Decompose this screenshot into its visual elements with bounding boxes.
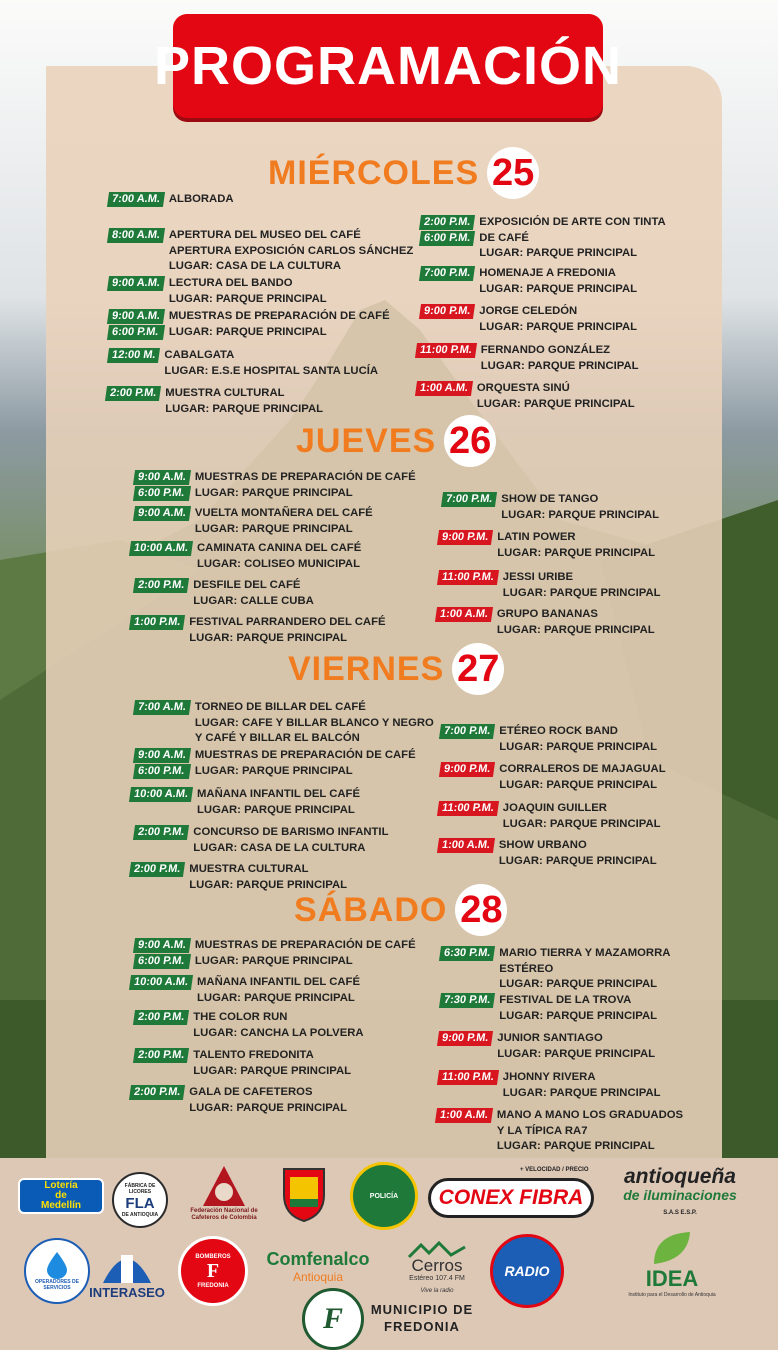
event-details — [499, 838, 657, 869]
event-line: LUGAR: PARQUE PRINCIPAL — [496, 623, 655, 636]
event-time-badge: 7:00 P.M. — [439, 724, 495, 739]
event-time-badge: 7:00 P.M. — [419, 266, 475, 281]
event-item — [130, 615, 386, 646]
sponsors-footer — [0, 1158, 778, 1350]
event-details — [169, 276, 327, 307]
event-time-badge: 9:00 P.M. — [437, 530, 493, 545]
event-time-badge: 9:00 P.M. — [439, 762, 495, 777]
event-title: DESFILE DEL CAFÉ — [193, 579, 301, 591]
event-details — [479, 304, 637, 335]
event-line: LUGAR: PARQUE PRINCIPAL — [502, 586, 661, 599]
event-details — [195, 748, 416, 779]
event-title: GALA DE CAFETEROS — [189, 1086, 313, 1098]
event-line: LUGAR: PARQUE PRINCIPAL — [194, 954, 353, 967]
event-line: LUGAR: PARQUE PRINCIPAL — [189, 1101, 348, 1114]
day-name: SÁBADO — [294, 890, 448, 929]
event-title: CORRALEROS DE MAJAGUAL — [499, 763, 666, 775]
event-item — [416, 343, 639, 374]
event-item — [134, 506, 373, 537]
event-item — [134, 825, 388, 856]
event-item — [130, 787, 360, 818]
event-title: MUESTRA CULTURAL — [189, 863, 309, 875]
day-number: 25 — [487, 147, 539, 199]
event-line: Y CAFÉ Y BILLAR EL BALCÓN — [194, 732, 360, 744]
event-time-badge: 2:00 P.M. — [129, 1085, 185, 1100]
event-details — [197, 787, 360, 818]
event-item — [134, 938, 416, 970]
event-details — [479, 215, 665, 262]
event-time-badge: 9:00 A.M. — [133, 748, 191, 763]
event-details — [169, 192, 234, 208]
event-line: LUGAR: PARQUE PRINCIPAL — [501, 508, 660, 521]
event-line: LUGAR: PARQUE PRINCIPAL — [194, 522, 353, 535]
event-time-badge: 2:00 P.M. — [133, 1048, 189, 1063]
event-time-badge: 7:00 A.M. — [133, 700, 191, 715]
event-details — [479, 266, 637, 297]
event-line: LUGAR: PARQUE PRINCIPAL — [479, 247, 638, 259]
event-details — [477, 381, 635, 412]
event-line: LUGAR: PARQUE PRINCIPAL — [499, 1009, 658, 1022]
conex-fibra-logo: CONEX FIBRA — [428, 1178, 594, 1218]
event-item — [108, 192, 234, 208]
event-title: FESTIVAL DE LA TROVA — [499, 994, 632, 1006]
event-item — [134, 578, 314, 609]
event-line: Y LA TÍPICA RA7 — [496, 1124, 588, 1137]
event-line: LUGAR: CASA DE LA CULTURA — [168, 260, 342, 272]
event-details — [189, 862, 347, 893]
event-title: LATIN POWER — [497, 531, 576, 543]
event-details — [195, 938, 416, 969]
event-item — [130, 975, 360, 1006]
event-time-badge: 1:00 A.M. — [437, 838, 495, 853]
event-item — [440, 993, 657, 1024]
municipio-fredonia-text: MUNICIPIO DE FREDONIA — [370, 1302, 474, 1334]
day-number: 28 — [455, 884, 507, 936]
event-time-badge: 2:00 P.M. — [133, 578, 189, 593]
event-time-badge: 1:00 A.M. — [435, 607, 493, 622]
event-line: LUGAR: PARQUE PRINCIPAL — [496, 1140, 655, 1152]
event-details — [501, 492, 659, 523]
event-title: JHONNY RIVERA — [502, 1071, 596, 1083]
event-line: LUGAR: PARQUE PRINCIPAL — [479, 282, 638, 295]
event-time-badge: 10:00 A.M. — [129, 787, 193, 802]
event-title: EXPOSICIÓN DE ARTE CON TINTA — [479, 216, 666, 228]
event-line: DE CAFÉ — [479, 231, 529, 244]
event-time-badge: 11:00 P.M. — [437, 801, 499, 816]
event-details — [497, 1031, 655, 1062]
event-line: LUGAR: PARQUE PRINCIPAL — [497, 546, 656, 559]
event-line: LUGAR: PARQUE PRINCIPAL — [502, 1086, 661, 1099]
event-time-badge: 9:00 P.M. — [437, 1031, 493, 1046]
event-item — [134, 748, 416, 780]
fnc-logo: Federación Nacional de Cafeteros de Colombia — [184, 1160, 264, 1226]
event-details — [164, 348, 378, 379]
event-title: SHOW URBANO — [498, 839, 587, 851]
event-line: LUGAR: PARQUE PRINCIPAL — [165, 402, 324, 415]
event-item — [440, 762, 666, 793]
event-title: MUESTRAS DE PREPARACIÓN DE CAFÉ — [194, 939, 416, 951]
bomberos-logo: BOMBEROS F FREDONIA — [178, 1236, 248, 1306]
event-time-badge: 6:00 P.M. — [133, 486, 191, 501]
event-item — [436, 607, 655, 638]
event-line: LUGAR: PARQUE PRINCIPAL — [499, 740, 658, 753]
event-time-badge: 9:00 A.M. — [133, 506, 191, 521]
event-details — [503, 801, 661, 832]
event-title: HOMENAJE A FREDONIA — [479, 267, 616, 279]
event-line: LUGAR: PARQUE PRINCIPAL — [502, 817, 661, 830]
event-item — [420, 215, 666, 262]
event-item — [438, 838, 657, 869]
event-item — [108, 348, 378, 379]
event-details — [197, 541, 361, 572]
event-line: LUGAR: CASA DE LA CULTURA — [193, 841, 366, 854]
event-title: MANO A MANO LOS GRADUADOS — [496, 1109, 684, 1121]
event-item — [438, 530, 655, 561]
shield-icon — [281, 1165, 327, 1223]
comfenalco-logo: Comfenalco Antioquia — [266, 1249, 370, 1284]
day-header-wednesday — [268, 147, 539, 199]
event-item — [134, 1010, 364, 1041]
event-time-badge: 8:00 A.M. — [107, 228, 165, 243]
event-line: LUGAR: PARQUE PRINCIPAL — [497, 1047, 656, 1060]
event-title: MUESTRAS DE PREPARACIÓN DE CAFÉ — [194, 471, 416, 483]
event-title: LECTURA DEL BANDO — [168, 277, 293, 289]
event-title: MUESTRA CULTURAL — [165, 387, 285, 399]
event-time-badge: 11:00 P.M. — [437, 570, 499, 585]
fredonia-shield-logo — [280, 1164, 328, 1224]
event-item — [130, 862, 347, 893]
leaf-icon — [650, 1230, 694, 1266]
operadores-logo: OPERADORES DE SERVICIOS — [24, 1238, 90, 1304]
event-details — [195, 506, 373, 537]
day-number: 27 — [452, 643, 504, 695]
event-details — [499, 993, 657, 1024]
event-title: JUNIOR SANTIAGO — [497, 1032, 603, 1044]
event-item — [420, 266, 637, 297]
juan-valdez-icon — [201, 1164, 247, 1208]
event-title: ALBORADA — [168, 193, 234, 205]
event-time-badge: 9:00 A.M. — [107, 309, 165, 324]
event-line: ESTÉREO — [499, 962, 554, 975]
fla-logo: FÁBRICA DE LICORES FLA DE ANTIOQUIA — [112, 1172, 168, 1228]
event-item — [134, 1048, 351, 1079]
water-drop-icon — [46, 1251, 68, 1279]
event-line: LUGAR: PARQUE PRINCIPAL — [189, 631, 348, 644]
event-details — [499, 724, 657, 755]
event-details — [499, 762, 665, 793]
event-details — [169, 228, 413, 275]
antioquena-logo: antioqueña de iluminaciones S.A.S E.S.P. — [623, 1165, 737, 1216]
event-time-badge: 2:00 P.M. — [133, 1010, 189, 1025]
event-time-badge: 2:00 P.M. — [129, 862, 185, 877]
event-time-badge: 7:00 A.M. — [107, 192, 165, 207]
event-line: LUGAR: CANCHA LA POLVERA — [193, 1026, 364, 1039]
event-time-badge: 12:00 M. — [107, 348, 161, 363]
event-line: LUGAR: PARQUE PRINCIPAL — [480, 359, 639, 372]
event-line: LUGAR: PARQUE PRINCIPAL — [476, 397, 635, 410]
conex-tagline: + VELOCIDAD / PRECIO — [520, 1167, 589, 1173]
event-title: MARIO TIERRA Y MAZAMORRA — [499, 947, 671, 959]
event-item — [440, 946, 670, 993]
event-details — [503, 1070, 661, 1101]
event-item — [438, 570, 661, 601]
day-name: MIÉRCOLES — [268, 153, 480, 192]
event-item — [436, 1108, 683, 1155]
event-item — [440, 724, 657, 755]
event-item — [438, 1031, 655, 1062]
event-title: ORQUESTA SINÚ — [476, 382, 570, 394]
event-item — [134, 470, 416, 502]
event-item — [134, 700, 434, 747]
event-title: CONCURSO DE BARISMO INFANTIL — [193, 826, 389, 838]
event-line: LUGAR: PARQUE PRINCIPAL — [197, 991, 355, 1004]
event-time-badge: 9:00 A.M. — [107, 276, 165, 291]
day-name: JUEVES — [296, 421, 437, 460]
event-details — [193, 825, 388, 856]
event-line: LUGAR: PARQUE PRINCIPAL — [168, 325, 327, 338]
event-item — [442, 492, 659, 523]
event-line: LUGAR: PARQUE PRINCIPAL — [168, 292, 327, 305]
event-item — [438, 1070, 661, 1101]
event-time-badge: 2:00 P.M. — [133, 825, 189, 840]
event-title: JESSI URIBE — [502, 571, 574, 583]
event-time-badge: 11:00 P.M. — [415, 343, 477, 358]
event-item — [420, 304, 637, 335]
event-title: FESTIVAL PARRANDERO DEL CAFÉ — [189, 616, 386, 628]
page-title: PROGRAMACIÓN — [154, 36, 622, 96]
event-title: MUESTRAS DE PREPARACIÓN DE CAFÉ — [194, 749, 416, 761]
event-time-badge: 1:00 A.M. — [415, 381, 473, 396]
event-title: GRUPO BANANAS — [496, 608, 598, 620]
cerros-estereo-logo: Cerros Estéreo 107.4 FM Vive la radio — [396, 1234, 478, 1304]
event-title: JORGE CELEDÓN — [479, 305, 578, 317]
event-item — [108, 309, 390, 341]
event-time-badge: 6:00 P.M. — [419, 231, 475, 246]
event-time-badge: 6:00 P.M. — [133, 954, 191, 969]
event-details — [189, 1085, 347, 1116]
event-time-badge: 7:30 P.M. — [439, 993, 495, 1008]
event-line: LUGAR: E.S.E HOSPITAL SANTA LUCÍA — [164, 364, 379, 377]
event-details — [503, 570, 661, 601]
event-item — [416, 381, 635, 412]
event-line: LUGAR: PARQUE PRINCIPAL — [498, 854, 657, 867]
municipio-fredonia-emblem: F — [302, 1288, 364, 1350]
interaseo-logo: INTERASEO — [88, 1234, 166, 1306]
event-details — [497, 1108, 683, 1155]
event-time-badge: 1:00 A.M. — [435, 1108, 493, 1123]
event-details — [195, 470, 416, 501]
event-title: SHOW DE TANGO — [501, 493, 599, 505]
event-time-badge: 1:00 P.M. — [129, 615, 185, 630]
event-details — [193, 578, 314, 609]
event-details — [499, 946, 670, 993]
event-item — [106, 386, 323, 417]
event-time-badge: 9:00 A.M. — [133, 938, 191, 953]
event-time-badge: 10:00 A.M. — [129, 975, 193, 990]
event-details — [481, 343, 639, 374]
event-time-badge: 9:00 A.M. — [133, 470, 191, 485]
event-details — [165, 386, 323, 417]
event-details — [189, 615, 385, 646]
event-time-badge: 2:00 P.M. — [419, 215, 475, 230]
event-time-badge: 11:00 P.M. — [437, 1070, 499, 1085]
event-title: JOAQUIN GUILLER — [502, 802, 607, 814]
day-header-friday — [288, 643, 504, 695]
event-line: LUGAR: PARQUE PRINCIPAL — [499, 978, 658, 990]
event-line: LUGAR: PARQUE PRINCIPAL — [499, 778, 658, 791]
event-title: ETÉREO ROCK BAND — [499, 725, 618, 737]
event-item — [108, 228, 413, 275]
interaseo-icon — [101, 1241, 153, 1285]
event-title: CAMINATA CANINA DEL CAFÉ — [197, 542, 362, 554]
event-line: LUGAR: PARQUE PRINCIPAL — [479, 320, 638, 333]
event-title: MAÑANA INFANTIL DEL CAFÉ — [197, 788, 360, 800]
event-line: LUGAR: PARQUE PRINCIPAL — [194, 486, 353, 499]
event-line: LUGAR: COLISEO MUNICIPAL — [197, 557, 360, 570]
event-item — [108, 276, 327, 307]
event-line: LUGAR: CAFE Y BILLAR BLANCO Y NEGRO — [194, 716, 434, 729]
event-time-badge: 7:00 P.M. — [441, 492, 497, 507]
event-line: LUGAR: PARQUE PRINCIPAL — [197, 803, 355, 816]
event-time-badge: 10:00 A.M. — [129, 541, 193, 556]
event-line: APERTURA EXPOSICIÓN CARLOS SÁNCHEZ — [168, 244, 414, 257]
event-time-badge: 9:00 P.M. — [419, 304, 475, 319]
day-name: VIERNES — [288, 649, 445, 688]
radio-logo: RADIO — [490, 1234, 564, 1308]
event-item — [130, 1085, 347, 1116]
event-title: FERNANDO GONZÁLEZ — [480, 344, 611, 356]
event-title: MAÑANA INFANTIL DEL CAFÉ — [197, 976, 360, 988]
event-title: CABALGATA — [164, 349, 235, 361]
title-banner — [154, 14, 622, 118]
event-details — [197, 975, 360, 1006]
event-line: LUGAR: PARQUE PRINCIPAL — [189, 878, 348, 891]
event-title: APERTURA DEL MUSEO DEL CAFÉ — [168, 229, 361, 241]
event-title: THE COLOR RUN — [193, 1011, 288, 1023]
event-time-badge: 6:00 P.M. — [133, 764, 191, 779]
event-title: TALENTO FREDONITA — [193, 1049, 314, 1061]
event-time-badge: 6:00 P.M. — [107, 325, 165, 340]
idea-logo: IDEA Instituto para el Desarrollo de Antioquia — [612, 1228, 732, 1300]
event-time-badge: 2:00 P.M. — [105, 386, 161, 401]
event-details — [169, 309, 390, 340]
event-details — [193, 1010, 363, 1041]
event-line: LUGAR: CALLE CUBA — [193, 594, 314, 607]
day-number: 26 — [444, 415, 496, 467]
event-line: LUGAR: PARQUE PRINCIPAL — [194, 764, 353, 777]
event-item — [130, 541, 361, 572]
loteria-medellin-logo: Lotería de Medellín — [18, 1178, 104, 1214]
event-line: LUGAR: PARQUE PRINCIPAL — [193, 1064, 352, 1077]
event-details — [497, 607, 655, 638]
event-item — [438, 801, 661, 832]
policia-logo: POLICÍA — [350, 1162, 418, 1230]
event-title: VUELTA MONTAÑERA DEL CAFÉ — [194, 507, 373, 519]
event-details — [497, 530, 655, 561]
event-details — [193, 1048, 351, 1079]
event-details — [195, 700, 434, 747]
event-title: TORNEO DE BILLAR DEL CAFÉ — [194, 701, 366, 713]
day-header-thursday — [296, 415, 496, 467]
event-title: MUESTRAS DE PREPARACIÓN DE CAFÉ — [168, 310, 390, 322]
event-time-badge: 6:30 P.M. — [439, 946, 495, 961]
